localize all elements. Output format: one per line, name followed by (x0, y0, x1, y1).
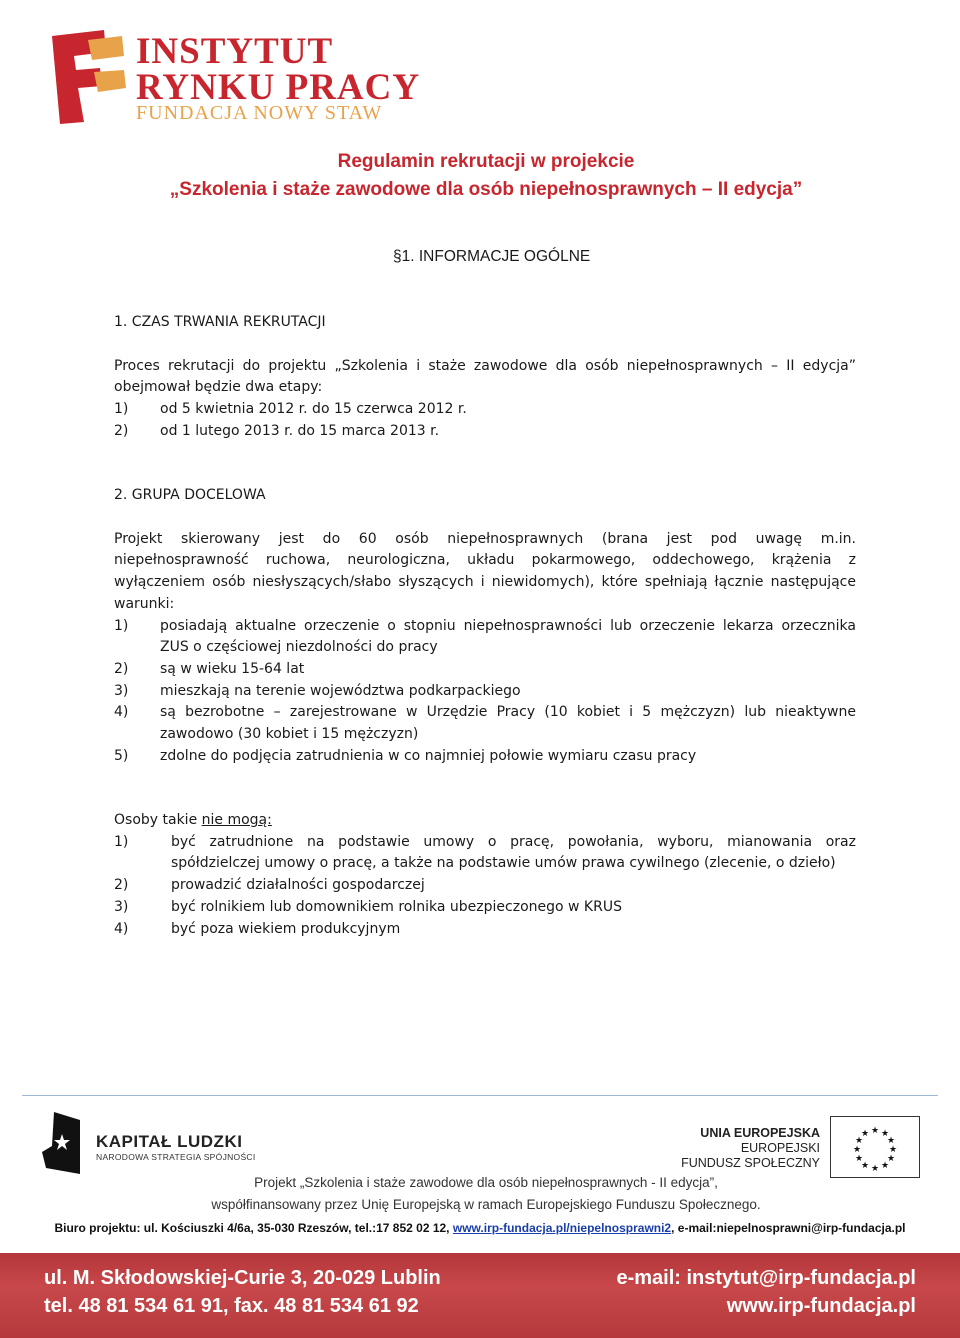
svg-text:★: ★ (854, 1136, 864, 1146)
svg-text:★: ★ (860, 1161, 870, 1171)
eu-text-line1: UNIA EUROPEJSKA (700, 1126, 820, 1140)
section-recruitment-period (114, 312, 856, 443)
footer-contact-band (0, 1253, 960, 1338)
svg-text:★: ★ (852, 1145, 862, 1155)
project-office-line: Biuro projektu: ul. Kościuszki 4/6a, 35-030 Rzeszów, tel.:17 852 02 12, www.irp-fundacja.pl/niepelnosprawni2, e-mail:niepelnosprawni@irp-fundacja.pl (54, 1221, 906, 1235)
subsection-heading-1: 1. CZAS TRWANIA REKRUTACJI (114, 314, 326, 330)
eu-text-line2: EUROPEJSKI (740, 1141, 820, 1155)
logo-text-line3: FUNDACJA NOWY STAW (136, 102, 383, 124)
list-item: 1) posiadają aktualne orzeczenie o stopniu niepełnosprawności lub orzeczenie lekarza orzecznika ZUS o częściowej niezdolności do pracy (114, 617, 856, 656)
exclusions-intro: Osoby takie nie mogą: (114, 812, 272, 828)
document-title-line2: „Szkolenia i staże zawodowe dla osób niepełnosprawnych – II edycja” (169, 179, 803, 200)
institute-logo (44, 22, 421, 130)
svg-text:★: ★ (880, 1129, 890, 1139)
kapital-ludzki-subtitle: NARODOWA STRATEGIA SPÓJNOŚCI (96, 1152, 256, 1162)
target-paragraph-line1: Projekt skierowany jest do 60 osób niepełnosprawnych (brana jest pod uwagę m.in. (114, 530, 856, 547)
list-item: 4) być poza wiekiem produkcyjnym (114, 920, 401, 937)
list-item: 4) są bezrobotne – zarejestrowane w Urzędzie Pracy (10 kobiet i 5 mężczyzn) lub nieaktywne zawodowo (30 kobiet i 15 mężczyzn) (114, 704, 856, 743)
svg-text:★: ★ (886, 1136, 896, 1146)
section-heading: §1. INFORMACJE OGÓLNE (393, 248, 591, 265)
svg-text:★: ★ (854, 1154, 864, 1164)
section-exclusions (114, 810, 856, 940)
logo-text-line2: RYNKU PRACY (136, 67, 421, 108)
list-item: 2) są w wieku 15-64 lat (114, 660, 305, 677)
logo-text-line1: INSTYTUT (136, 31, 334, 72)
kapital-ludzki-title: KAPITAŁ LUDZKI (96, 1132, 243, 1151)
subsection-heading-2: 2. GRUPA DOCELOWA (114, 487, 266, 503)
list-item: 1) być zatrudnione na podstawie umowy o pracę, powołania, wyboru, mianowania oraz spółdzielczej umowy o pracę, a także na podstawie umów prawa cywilnego (zlecenie, o dzieło) (114, 833, 856, 872)
eu-flag-icon (830, 1116, 920, 1178)
document-title-line1: Regulamin rekrutacji w projekcie (337, 151, 635, 172)
svg-text:★: ★ (880, 1161, 890, 1171)
section-target-group (114, 485, 856, 767)
list-item: 3) mieszkają na terenie województwa podkarpackiego (114, 682, 521, 699)
recruitment-paragraph: Proces rekrutacji do projektu „Szkolenia i staże zawodowe dla osób niepełnosprawnych – II edycja” obejmował będzie dwa etapy: (114, 357, 856, 396)
project-website-link[interactable]: www.irp-fundacja.pl/niepelnosprawni2 (452, 1221, 672, 1235)
svg-text:★: ★ (870, 1126, 880, 1136)
band-email[interactable]: e-mail: instytut@irp-fundacja.pl (616, 1267, 916, 1289)
list-item: 2) od 1 lutego 2013 r. do 15 marca 2013 r. (114, 422, 440, 439)
list-item: 2) prowadzić działalności gospodarczej (114, 877, 425, 894)
svg-text:★: ★ (870, 1164, 880, 1174)
footer-divider (22, 1095, 938, 1096)
kapital-ludzki-logo-icon (40, 1112, 84, 1174)
band-address: ul. M. Skłodowskiej-Curie 3, 20-029 Lublin (44, 1267, 441, 1289)
list-item: 1) od 5 kwietnia 2012 r. do 15 czerwca 2012 r. (114, 401, 467, 418)
list-item: 3) być rolnikiem lub domownikiem rolnika ubezpieczonego w KRUS (114, 898, 622, 915)
svg-text:★: ★ (886, 1154, 896, 1164)
footer-project-line: Projekt „Szkolenia i staże zawodowe dla osób niepełnosprawnych - II edycja”, (254, 1175, 718, 1190)
target-paragraph-rest: niepełnosprawność ruchowa, neurologiczna, układu pokarmowego, oddechowego, krążenia z wyłączeniem osób niesłyszących/słabo słyszących i niewidomych), które spełniają łącznie następujące warunki: (114, 552, 856, 612)
band-phone: tel. 48 81 534 61 91, fax. 48 81 534 61 92 (44, 1295, 419, 1317)
band-website[interactable]: www.irp-fundacja.pl (726, 1295, 916, 1317)
logo-emblem-icon (44, 26, 130, 126)
svg-text:★: ★ (860, 1129, 870, 1139)
footer-funding-line: współfinansowany przez Unię Europejską w ramach Europejskiego Funduszu Społecznego. (211, 1197, 761, 1212)
eu-text-line3: FUNDUSZ SPOŁECZNY (681, 1156, 820, 1170)
list-item: 5) zdolne do podjęcia zatrudnienia w co najmniej połowie wymiaru czasu pracy (114, 747, 697, 764)
svg-text:★: ★ (888, 1145, 898, 1155)
